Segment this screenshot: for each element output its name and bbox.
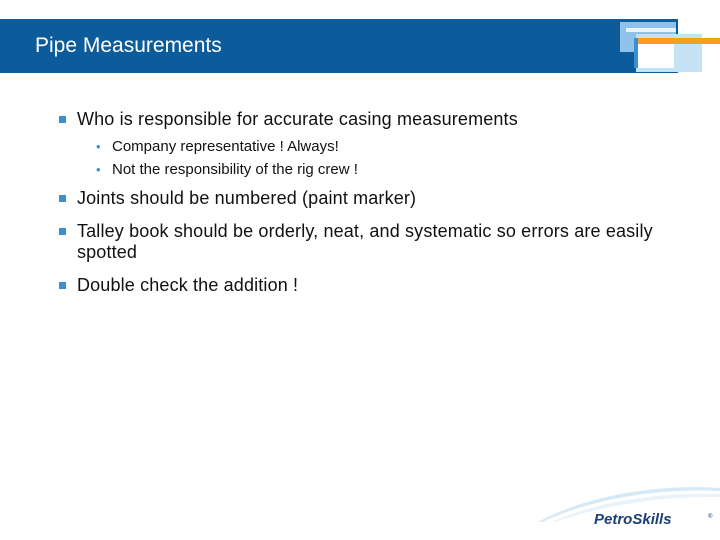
bullet-item: Talley book should be orderly, neat, and systematic so errors are easily spotted xyxy=(59,221,659,263)
bullet-dot-icon: • xyxy=(96,162,101,177)
bullet-square-icon xyxy=(59,282,66,289)
bullet-item: Double check the addition ! xyxy=(59,275,699,296)
sub-bullet-item: • Not the responsibility of the rig crew ! xyxy=(96,161,358,178)
petroskills-logo xyxy=(530,482,720,540)
bullet-item: Joints should be numbered (paint marker) xyxy=(59,188,699,209)
corner-decoration-icon xyxy=(612,16,720,76)
slide-title: Pipe Measurements xyxy=(35,34,222,57)
bullet-dot-icon: • xyxy=(96,139,101,154)
bullet-square-icon xyxy=(59,116,66,123)
bullet-square-icon xyxy=(59,195,66,202)
sub-bullet-item: • Company representative ! Always! xyxy=(96,138,339,155)
logo-wordmark: PetroSkills xyxy=(594,511,672,528)
registered-mark: ® xyxy=(708,514,713,520)
bullet-item: Who is responsible for accurate casing measurements xyxy=(59,109,699,130)
bullet-square-icon xyxy=(59,228,66,235)
